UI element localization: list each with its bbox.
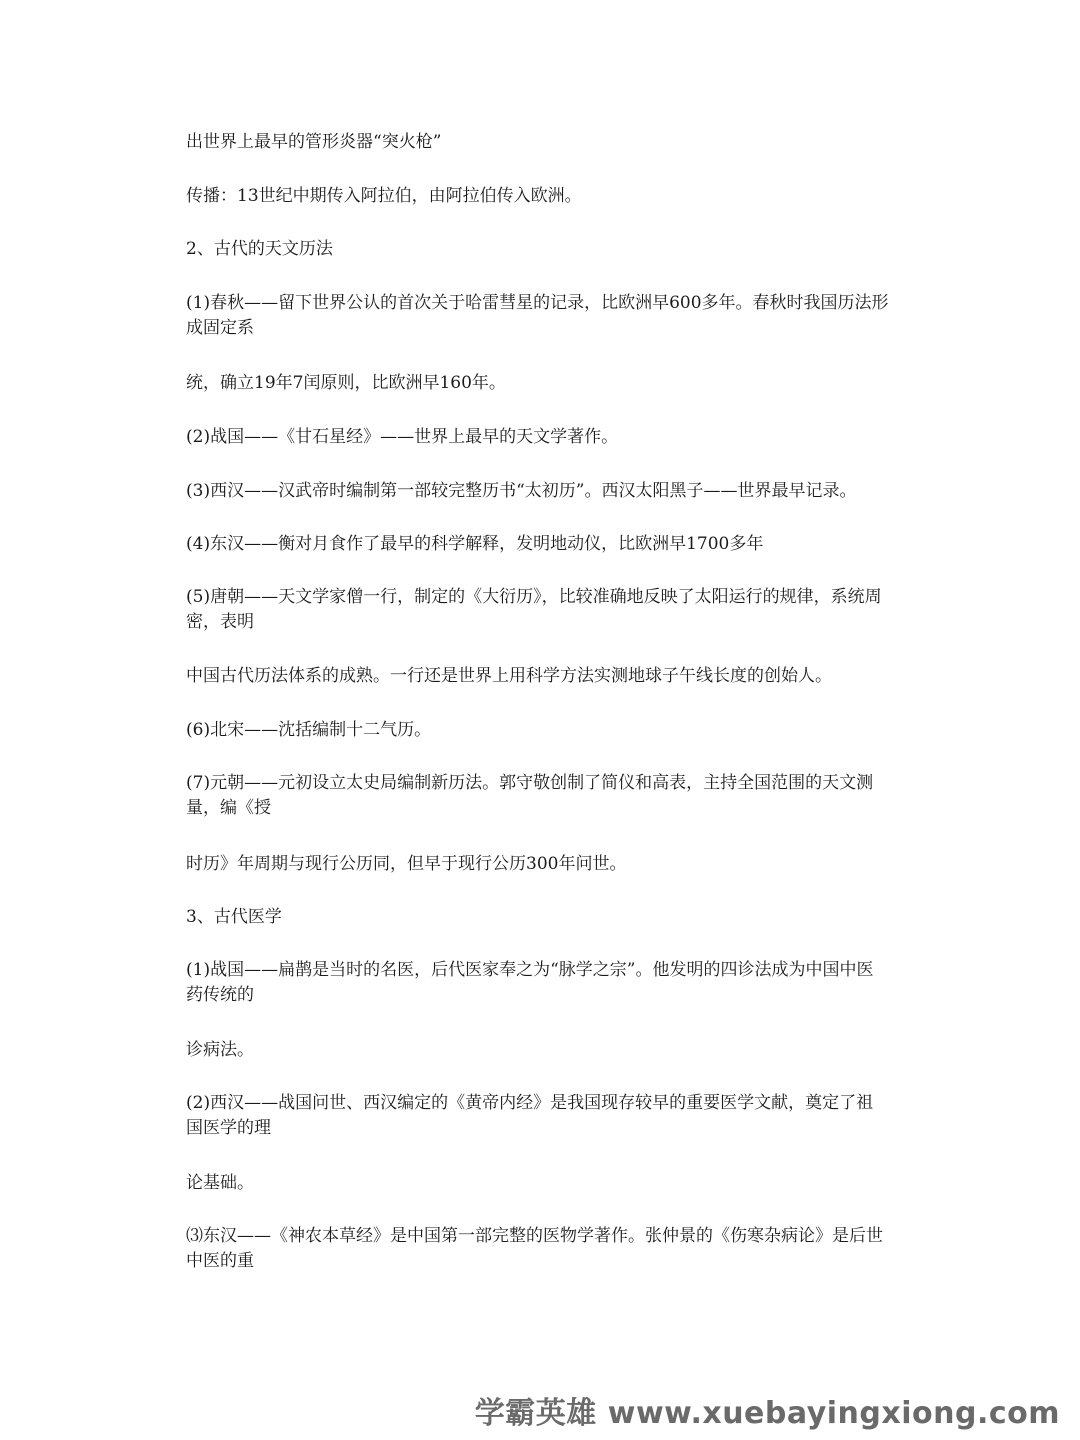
paragraph-13: 时历》年周期与现行公历同，但早于现行公历300年问世。 bbox=[186, 854, 627, 874]
paragraph-7: (3)西汉——汉武帝时编制第一部较完整历书“太初历”。西汉太阳黑子——世界最早记录。 bbox=[186, 481, 857, 501]
paragraph-16: 诊病法。 bbox=[186, 1040, 254, 1060]
paragraph-17: (2)西汉——战国问世、西汉编定的《黄帝内经》是我国现存较早的重要医学文献，奠定了祖国医学的理 bbox=[186, 1093, 874, 1138]
site-watermark: 学霸英雄 www.xuebayingxiong.com bbox=[474, 1396, 1060, 1431]
paragraph-19: ⑶东汉——《神农本草经》是中国第一部完整的医物学著作。张仲景的《伤寒杂病论》是后世中医的重 bbox=[186, 1226, 883, 1271]
paragraph-1: 出世界上最早的管形炎器“突火枪” bbox=[186, 132, 442, 152]
section-heading-medicine: 3、古代医学 bbox=[186, 907, 282, 927]
section-heading-astronomy: 2、古代的天文历法 bbox=[186, 239, 333, 259]
paragraph-8: (4)东汉——衡对月食作了最早的科学解释，发明地动仪，比欧洲早1700多年 bbox=[186, 534, 764, 554]
paragraph-10: 中国古代历法体系的成熟。一行还是世界上用科学方法实测地球子午线长度的创始人。 bbox=[186, 666, 832, 686]
paragraph-18: 论基础。 bbox=[186, 1173, 254, 1193]
paragraph-5: 统，确立19年7闰原则，比欧洲早160年。 bbox=[186, 373, 506, 393]
paragraph-12: (7)元朝——元初设立太史局编制新历法。郭守敬创制了简仪和高表，主持全国范围的天文测量，编《授 bbox=[186, 773, 874, 818]
paragraph-11: (6)北宋——沈括编制十二气历。 bbox=[186, 720, 432, 740]
paragraph-15: (1)战国——扁鹊是当时的名医，后代医家奉之为“脉学之宗”。他发明的四诊法成为中国中医药传统的 bbox=[186, 960, 874, 1005]
paragraph-6: (2)战国——《甘石星经》——世界上最早的天文学著作。 bbox=[186, 427, 619, 447]
paragraph-4: (1)春秋——留下世界公认的首次关于哈雷彗星的记录，比欧洲早600多年。春秋时我国历法形成固定系 bbox=[186, 293, 889, 338]
paragraph-2: 传播：13世纪中期传入阿拉伯，由阿拉伯传入欧洲。 bbox=[186, 186, 582, 206]
paragraph-9: (5)唐朝——天文学家僧一行，制定的《大衍历》，比较准确地反映了太阳运行的规律，系统周密，表明 bbox=[186, 587, 882, 632]
